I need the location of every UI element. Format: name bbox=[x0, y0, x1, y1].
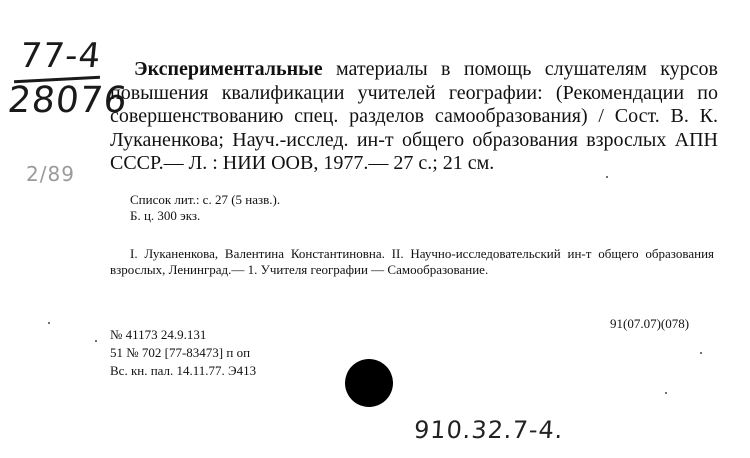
order-line-3: Вс. кн. пал. 14.11.77. Э413 bbox=[110, 363, 257, 378]
speck bbox=[665, 392, 667, 394]
title-lead-word: Экспериментальные bbox=[134, 58, 323, 80]
handwritten-shelf-mark-top: 77-4 bbox=[17, 36, 104, 76]
speck bbox=[606, 176, 608, 178]
notes-block bbox=[130, 192, 280, 224]
speck bbox=[48, 322, 50, 324]
punch-hole bbox=[345, 359, 393, 407]
handwritten-shelf-mark-bottom: 28076 bbox=[5, 80, 130, 121]
speck bbox=[95, 340, 97, 342]
speck bbox=[700, 352, 702, 354]
print-run-note: Б. ц. 300 экз. bbox=[130, 208, 201, 223]
tracing-entries: I. Луканенкова, Валентина Константиновна. II. Научно-исследовательский ин-т общего образования взрослых, Ленинград.— 1. Учителя географии — Самообразование. bbox=[110, 246, 714, 277]
faint-stamp: 2/89 bbox=[26, 162, 75, 186]
order-line-2: 51 № 702 [77-83473] п оп bbox=[110, 345, 251, 360]
order-info bbox=[110, 326, 256, 380]
title-body: материалы в помощь слушателям курсов повышения квалификации учителей географии: (Рекомендации по совершенствованию спец. разделов самообразования) / Сост. В. К. Луканенкова; Науч.-исслед. ин-т общего образования взрослых АПН СССР.— Л. : НИИ ООВ, 1977.— 27 с.; 21 см. bbox=[110, 58, 718, 174]
bibliography-note: Список лит.: с. 27 (5 назв.). bbox=[130, 192, 281, 207]
classification-index: 91(07.07)(078) bbox=[610, 316, 690, 331]
order-line-1: № 41173 24.9.131 bbox=[110, 327, 207, 342]
bibliographic-description bbox=[110, 58, 718, 176]
handwritten-bottom-note: 910.32.7-4. bbox=[413, 416, 565, 444]
